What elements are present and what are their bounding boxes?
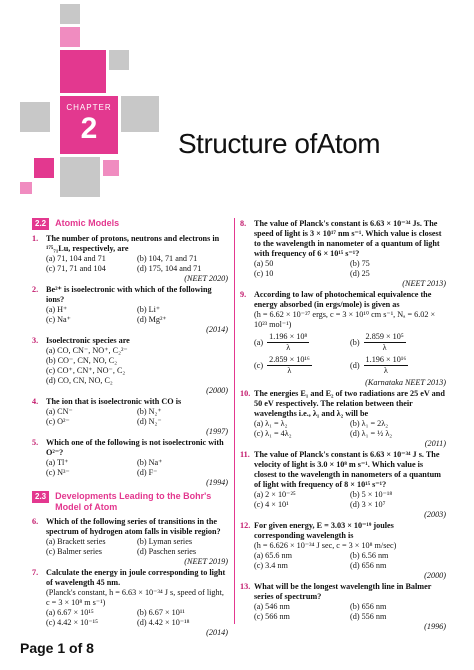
options bbox=[240, 490, 446, 510]
question-number: 5. bbox=[32, 438, 39, 447]
option: (a) CO, CN⁻, NO⁺, C₂²⁻ bbox=[46, 346, 128, 355]
options bbox=[32, 346, 228, 386]
question bbox=[32, 397, 228, 407]
question-number: 10. bbox=[240, 389, 251, 398]
decor-square bbox=[103, 160, 119, 176]
option-label: (c) bbox=[254, 360, 264, 370]
fraction-options bbox=[240, 332, 446, 353]
question-text: The value of Planck's constant is 6.63 × 10⁻³⁴ J s. The velocity of light is 3.0 × 10⁸ m s⁻¹. Which value is closest to the wavelength in nanometers of a quantum of light with frequency of 8 × 10¹⁵ s⁻¹? bbox=[254, 450, 441, 489]
option: (d) 656 nm bbox=[350, 561, 387, 570]
fraction bbox=[364, 332, 406, 353]
option-label: (d) bbox=[350, 360, 360, 370]
fraction bbox=[364, 355, 409, 376]
decor-square bbox=[60, 157, 100, 197]
option: (b) Lyman series bbox=[137, 537, 193, 546]
left-column bbox=[32, 218, 228, 638]
chapter-badge bbox=[60, 96, 118, 154]
option: (d) CO, CN, NO, C₂ bbox=[46, 376, 113, 385]
option bbox=[350, 332, 446, 353]
question-number: 11. bbox=[240, 450, 250, 459]
question-text: The number of protons, neutrons and electrons in ¹⁷⁵₇₁Lu, respectively, are bbox=[46, 234, 220, 253]
option: (d) 175, 104 and 71 bbox=[137, 264, 202, 273]
question-note: (h = 6.626 × 10⁻³⁴ J sec, c = 3 × 10⁸ m/sec) bbox=[254, 541, 397, 550]
option bbox=[350, 355, 446, 376]
option: (d) Mg²⁺ bbox=[137, 315, 167, 324]
question-number: 12. bbox=[240, 521, 251, 530]
option: (a) 546 nm bbox=[254, 602, 290, 611]
question-source: (2011) bbox=[424, 439, 446, 448]
decor-square bbox=[60, 50, 106, 93]
question bbox=[32, 517, 228, 537]
chapter-number: 2 bbox=[80, 112, 98, 145]
options bbox=[32, 407, 228, 427]
question-source: (1997) bbox=[206, 427, 228, 436]
option: (c) 10 bbox=[254, 269, 274, 278]
question-text: The value of Planck's constant is 6.63 × 10⁻³⁴ Js. The speed of light is 3 × 10¹⁷ nm s⁻¹. Which value is closest to the wavelength in nanometer of a quantum of light with frequency of 6 × 10¹⁵ s⁻¹? bbox=[254, 219, 442, 258]
option: (a) Brackett series bbox=[46, 537, 106, 546]
question-source: (2000) bbox=[424, 571, 446, 580]
option: (d) 4.42 × 10⁻¹⁸ bbox=[137, 618, 190, 627]
option: (d) 25 bbox=[350, 269, 370, 278]
chapter-title: Structure ofAtom bbox=[178, 128, 381, 159]
question bbox=[240, 219, 446, 259]
question-source: (NEET 2013) bbox=[402, 279, 446, 288]
options bbox=[32, 608, 228, 628]
option: (b) 75 bbox=[350, 259, 370, 268]
question-source: (NEET 2020) bbox=[184, 274, 228, 283]
column-divider bbox=[234, 218, 235, 624]
denominator: λ bbox=[287, 366, 292, 375]
question bbox=[32, 568, 228, 588]
option: (a) 65.6 nm bbox=[254, 551, 292, 560]
option: (a) 6.67 × 10¹⁵ bbox=[46, 608, 94, 617]
option: (d) F⁻ bbox=[137, 468, 158, 477]
question-text: Which one of the following is not isoelectronic with O²⁻? bbox=[46, 438, 224, 457]
option bbox=[254, 332, 350, 353]
question bbox=[32, 285, 228, 305]
section-title: Developments Leading to the Bohr's Model of Atom bbox=[55, 491, 212, 512]
option: (c) 71, 71 and 104 bbox=[46, 264, 106, 273]
option: (c) 3.4 nm bbox=[254, 561, 288, 570]
decor-square bbox=[60, 4, 80, 24]
section-title: Atomic Models bbox=[55, 218, 120, 228]
option: (a) 71, 104 and 71 bbox=[46, 254, 106, 263]
option: (a) CN⁻ bbox=[46, 407, 73, 416]
options bbox=[240, 259, 446, 279]
option: (c) Balmer series bbox=[46, 547, 102, 556]
option: (c) CO⁺, CN⁺, NO⁻, C₂ bbox=[46, 366, 126, 375]
question bbox=[32, 438, 228, 458]
question bbox=[240, 290, 446, 310]
question-number: 3. bbox=[32, 336, 39, 345]
question-number: 2. bbox=[32, 285, 39, 294]
option: (c) N³⁻ bbox=[46, 468, 70, 477]
question-source: (NEET 2019) bbox=[184, 557, 228, 566]
question-number: 9. bbox=[240, 290, 247, 299]
option: (b) N₂⁺ bbox=[137, 407, 162, 416]
option: (c) 4.42 × 10⁻¹⁵ bbox=[46, 618, 98, 627]
chapter-label: CHAPTER bbox=[66, 103, 112, 112]
question bbox=[240, 521, 446, 541]
options bbox=[240, 419, 446, 439]
options bbox=[32, 537, 228, 557]
option: (b) Na⁺ bbox=[137, 458, 163, 467]
decor-square bbox=[121, 96, 159, 132]
options bbox=[32, 305, 228, 325]
numerator: 2.859 × 10¹⁶ bbox=[269, 355, 310, 364]
option: (d) N₂⁻ bbox=[137, 417, 162, 426]
option: (d) λ₁ = ½ λ₂ bbox=[350, 429, 393, 438]
section-number: 2.2 bbox=[32, 218, 49, 230]
decor-square bbox=[34, 158, 54, 178]
options bbox=[240, 602, 446, 622]
question-text: What will be the longest wavelength line in Balmer series of spectrum? bbox=[254, 582, 432, 601]
question-number: 4. bbox=[32, 397, 39, 406]
option: (b) λ₁ = 2λ₂ bbox=[350, 419, 389, 428]
option: (a) 2 × 10⁻²⁵ bbox=[254, 490, 296, 499]
option: (b) 6.67 × 10¹¹ bbox=[137, 608, 185, 617]
question-source: (2003) bbox=[424, 510, 446, 519]
question-text: Which of the following series of transitions in the spectrum of hydrogen atom falls in visible region? bbox=[46, 517, 221, 536]
numerator: 1.196 × 10⁸ bbox=[269, 332, 308, 341]
question-number: 13. bbox=[240, 582, 251, 591]
decor-square bbox=[60, 27, 80, 47]
section-heading bbox=[32, 218, 228, 230]
question-number: 6. bbox=[32, 517, 39, 526]
option: (d) 556 nm bbox=[350, 612, 387, 621]
question-source: (2000) bbox=[206, 386, 228, 395]
option: (a) λ₁ = λ₂ bbox=[254, 419, 288, 428]
option-label: (b) bbox=[350, 337, 360, 347]
decor-square bbox=[109, 50, 129, 70]
section-number: 2.3 bbox=[32, 491, 49, 503]
fraction bbox=[267, 332, 309, 353]
option: (d) Paschen series bbox=[137, 547, 197, 556]
option: (b) 104, 71 and 71 bbox=[137, 254, 198, 263]
denominator: λ bbox=[382, 343, 387, 352]
options bbox=[32, 254, 228, 274]
question-text: The energies E₁ and E₂ of two radiations are 25 eV and 50 eV respectively. The relation between their wavelengths i.e., λ₁ and λ₂ will be bbox=[254, 389, 445, 418]
question-note: (Planck's constant, h = 6.63 × 10⁻³⁴ J s, speed of light, c = 3 × 10⁸ m s⁻¹) bbox=[46, 588, 224, 607]
options bbox=[240, 551, 446, 571]
question-source: (1996) bbox=[424, 622, 446, 631]
question-note: (h = 6.62 × 10⁻²⁷ ergs, c = 3 × 10¹⁰ cm s⁻¹, Nₐ = 6.02 × 10²³ mol⁻¹) bbox=[254, 310, 436, 329]
option: (a) Tl⁺ bbox=[46, 458, 69, 467]
question-source: (2014) bbox=[206, 325, 228, 334]
section-heading bbox=[32, 491, 228, 513]
question-source: (1994) bbox=[206, 478, 228, 487]
question-text: Isoelectronic species are bbox=[46, 336, 130, 345]
options bbox=[32, 458, 228, 478]
denominator: λ bbox=[383, 366, 388, 375]
question-text: For given energy, E = 3.03 × 10⁻¹⁹ joules corresponding wavelength is bbox=[254, 521, 394, 540]
option: (c) 4 × 10¹ bbox=[254, 500, 289, 509]
decor-square bbox=[20, 102, 50, 132]
numerator: 2.859 × 10⁵ bbox=[365, 332, 404, 341]
question-source: (2014) bbox=[206, 628, 228, 637]
question-text: According to law of photochemical equivalence the energy absorbed (in ergs/mole) is given as bbox=[254, 290, 432, 309]
question bbox=[32, 336, 228, 346]
option: (b) CO⁻, CN, NO, C₂ bbox=[46, 356, 118, 365]
question-text: Be²⁺ is isoelectronic with which of the following ions? bbox=[46, 285, 212, 304]
option: (c) O²⁻ bbox=[46, 417, 70, 426]
option: (b) 6.56 nm bbox=[350, 551, 389, 560]
option: (c) 566 nm bbox=[254, 612, 290, 621]
question-number: 8. bbox=[240, 219, 247, 228]
question bbox=[240, 582, 446, 602]
decor-square bbox=[20, 182, 32, 194]
numerator: 1.196 × 10¹⁶ bbox=[365, 355, 407, 364]
option: (b) 656 nm bbox=[350, 602, 387, 611]
question bbox=[240, 389, 446, 419]
question-text: Calculate the energy in joule corresponding to light of wavelength 45 nm. bbox=[46, 568, 226, 587]
fraction-options bbox=[240, 355, 446, 376]
option: (a) H⁺ bbox=[46, 305, 68, 314]
option: (c) Na⁺ bbox=[46, 315, 72, 324]
question bbox=[240, 450, 446, 490]
page-indicator: Page 1 of 8 bbox=[20, 640, 94, 656]
option: (d) 3 × 10⁷ bbox=[350, 500, 386, 509]
option: (b) Li⁺ bbox=[137, 305, 161, 314]
question-number: 1. bbox=[32, 234, 39, 243]
option bbox=[254, 355, 350, 376]
question bbox=[32, 234, 228, 254]
option: (b) 5 × 10⁻¹⁸ bbox=[350, 490, 393, 499]
option: (c) λ₁ = 4λ₂ bbox=[254, 429, 292, 438]
question-number: 7. bbox=[32, 568, 39, 577]
question-text: The ion that is isoelectronic with CO is bbox=[46, 397, 182, 406]
right-column bbox=[240, 218, 446, 632]
question-source: (Karnataka NEET 2013) bbox=[365, 378, 446, 387]
option: (a) 50 bbox=[254, 259, 274, 268]
denominator: λ bbox=[286, 343, 291, 352]
fraction bbox=[267, 355, 312, 376]
option-label: (a) bbox=[254, 337, 264, 347]
